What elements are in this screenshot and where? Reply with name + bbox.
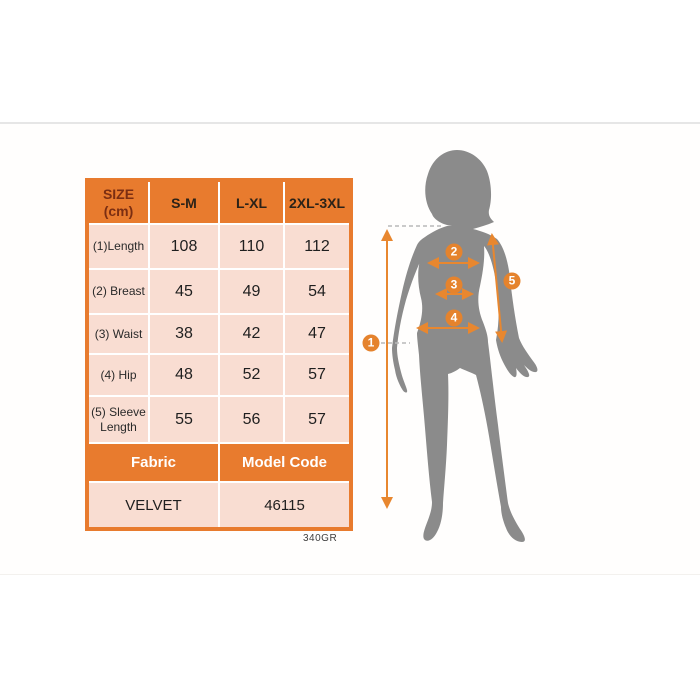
table-footer-value-row	[87, 482, 351, 529]
col-header-lxl: L-XL	[219, 180, 284, 224]
size-table	[85, 178, 353, 531]
waist-lxl: 42	[219, 314, 284, 354]
model-code-value: 46115	[219, 482, 351, 529]
body-silhouette-shape	[392, 150, 537, 542]
measurement-figure	[355, 135, 565, 565]
length-2xl3xl: 112	[284, 224, 351, 269]
table-row-hip	[87, 354, 351, 396]
length-lxl: 110	[219, 224, 284, 269]
measure-marker-1: 1	[363, 335, 380, 352]
measure-marker-4: 4	[446, 310, 463, 327]
table-row-waist	[87, 314, 351, 354]
weight-note: 340GR	[303, 533, 338, 544]
sleeve-lxl: 56	[219, 396, 284, 443]
hip-sm: 48	[149, 354, 219, 396]
measure-marker-5: 5	[504, 273, 521, 290]
table-row-length	[87, 224, 351, 269]
breast-sm: 45	[149, 269, 219, 314]
breast-2xl3xl: 54	[284, 269, 351, 314]
table-row-breast	[87, 269, 351, 314]
size-header-cell: SIZE (cm)	[87, 180, 149, 224]
row-label-sleeve: (5) Sleeve Length	[87, 396, 149, 443]
hip-lxl: 52	[219, 354, 284, 396]
waist-sm: 38	[149, 314, 219, 354]
breast-lxl: 49	[219, 269, 284, 314]
measure-marker-3: 3	[446, 277, 463, 294]
col-header-sm: S-M	[149, 180, 219, 224]
row-label-waist: (3) Waist	[87, 314, 149, 354]
model-code-header: Model Code	[219, 443, 351, 482]
row-label-length: (1)Length	[87, 224, 149, 269]
table-row-sleeve	[87, 396, 351, 443]
col-header-2xl3xl: 2XL-3XL	[284, 180, 351, 224]
row-label-breast: (2) Breast	[87, 269, 149, 314]
size-table-header-row	[87, 180, 351, 224]
row-label-hip: (4) Hip	[87, 354, 149, 396]
table-footer-header-row	[87, 443, 351, 482]
measure-marker-2: 2	[446, 244, 463, 261]
hip-2xl3xl: 57	[284, 354, 351, 396]
sleeve-sm: 55	[149, 396, 219, 443]
fabric-value: VELVET	[87, 482, 219, 529]
fabric-header: Fabric	[87, 443, 219, 482]
sleeve-2xl3xl: 57	[284, 396, 351, 443]
waist-2xl3xl: 47	[284, 314, 351, 354]
length-sm: 108	[149, 224, 219, 269]
